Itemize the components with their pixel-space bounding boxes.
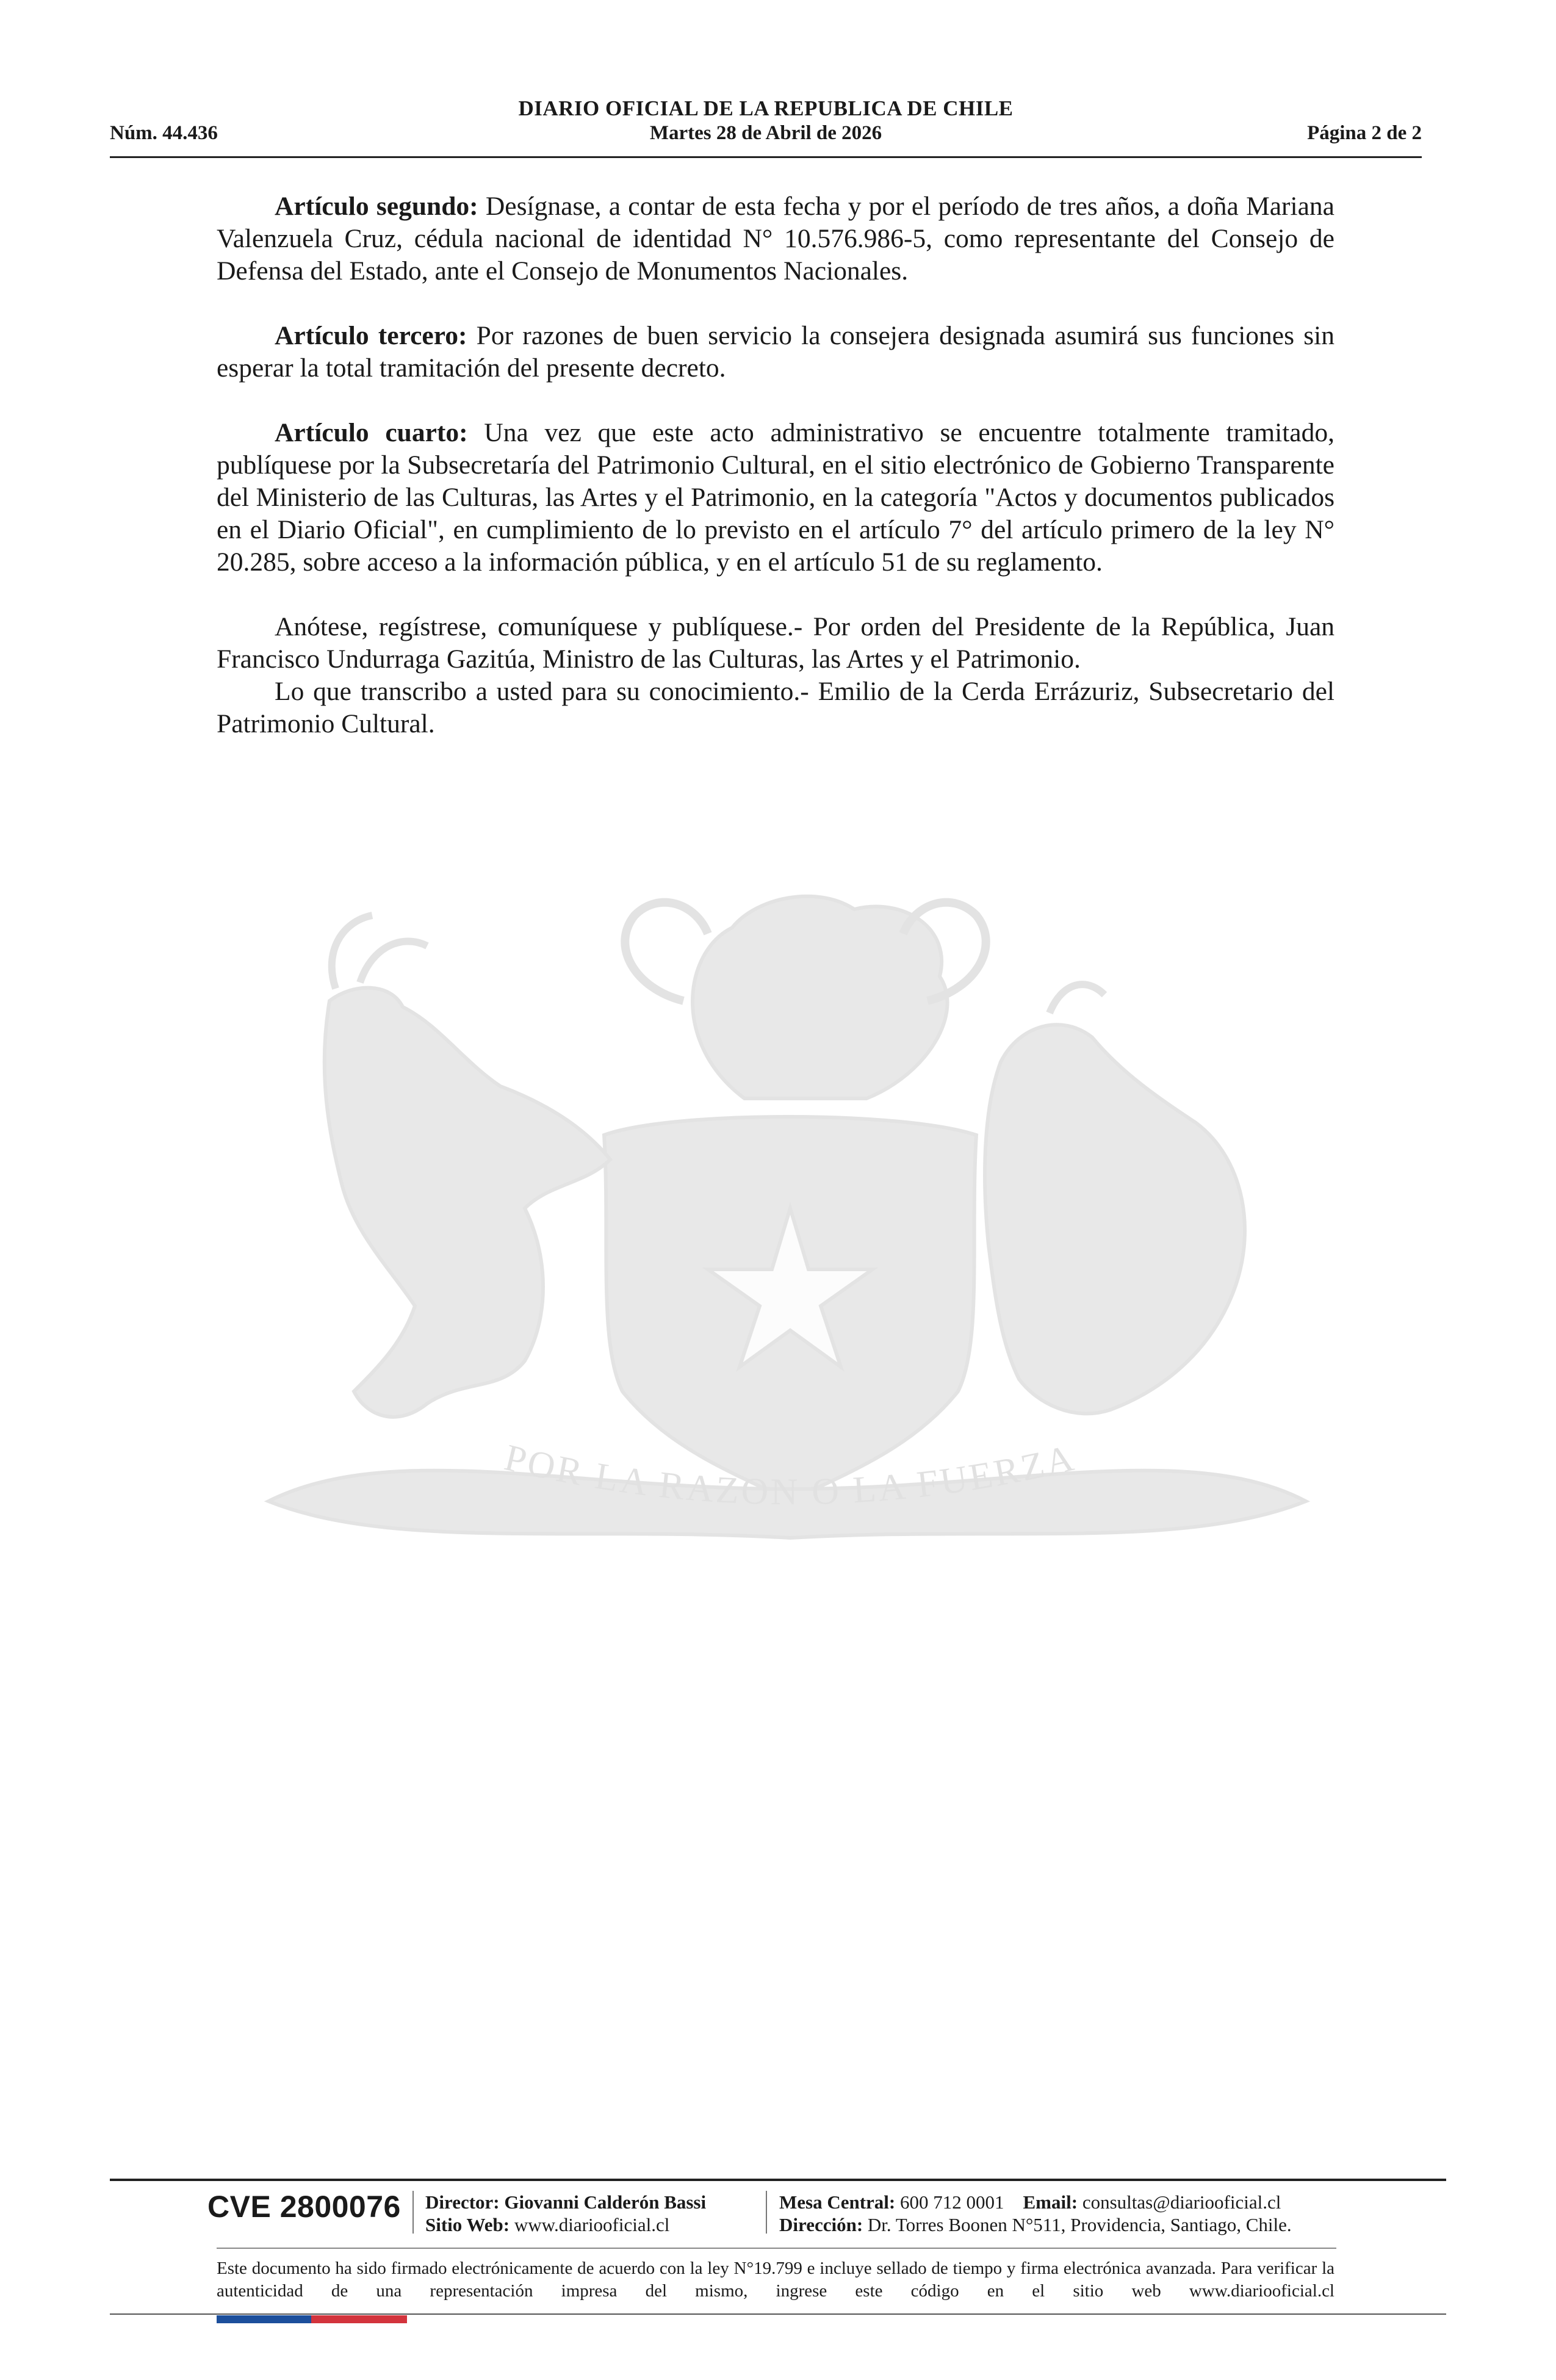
article-fourth-heading: Artículo cuarto: (275, 418, 468, 447)
phone-label: Mesa Central: (779, 2191, 896, 2213)
article-third-heading: Artículo tercero: (275, 321, 467, 350)
closing-order: Anótese, regístrese, comuníquese y publíquese.- Por orden del Presidente de la República, Juan Francisco Undurraga Gazitúa, Ministro de las Culturas, las Artes y el Patrimonio. (217, 612, 1334, 674)
page-header (110, 92, 1422, 156)
newspaper-title: DIARIO OFICIAL DE LA REPUBLICA DE CHILE (518, 96, 1014, 120)
phone-value: 600 712 0001 (900, 2191, 1004, 2213)
flag-stripe-red (311, 2315, 407, 2323)
director-name: Giovanni Calderón Bassi (504, 2191, 707, 2213)
issue-number: Núm. 44.436 (110, 122, 218, 144)
email-label: Email: (1023, 2191, 1078, 2213)
address-line (779, 2213, 1292, 2236)
phone-email-line (779, 2191, 1292, 2213)
footer-divider-bottom (110, 2313, 1446, 2315)
footer-separator (766, 2191, 767, 2234)
footer-contact-left (425, 2191, 706, 2236)
website-link[interactable]: www.diariooficial.cl (514, 2214, 670, 2235)
closing-transcription: Lo que transcribo a usted para su conocimiento.- Emilio de la Cerda Errázuriz, Subsecretario del Patrimonio Cultural. (217, 677, 1334, 738)
footer-contact-right (779, 2191, 1292, 2236)
page-indicator: Página 2 de 2 (1307, 122, 1422, 144)
article-second-heading: Artículo segundo: (275, 192, 478, 221)
address-value: Dr. Torres Boonen N°511, Providencia, Santiago, Chile. (867, 2214, 1292, 2235)
document-body (217, 190, 1334, 740)
website-line (425, 2213, 706, 2236)
director-label: Director: (425, 2191, 500, 2213)
website-label: Sitio Web: (425, 2214, 510, 2235)
issue-date: Martes 28 de Abril de 2026 (649, 122, 882, 144)
footer-separator (412, 2191, 414, 2234)
cve-code: CVE 2800076 (207, 2190, 401, 2224)
footer-divider-top (110, 2179, 1446, 2181)
motto-text: POR LA RAZON O LA FUERZA (500, 1437, 1080, 1513)
article-fourth (217, 417, 1334, 579)
header-divider (110, 156, 1422, 158)
email-link[interactable]: consultas@diariooficial.cl (1082, 2191, 1281, 2213)
signature-notice: Este documento ha sido firmado electrónicamente de acuerdo con la ley N°19.799 e incluye sellado de tiempo y firma electrónica avanzada. Para verificar la autenticidad de una representación impresa del mismo, ingrese este código en el sitio web www.diariooficial.cl (217, 2259, 1334, 2301)
article-third-text: Por razones de buen servicio la consejera designada asumirá sus funciones sin esperar la total tramitación del presente decreto. (217, 321, 1334, 383)
director-line (425, 2191, 706, 2213)
article-third (217, 320, 1334, 384)
article-fourth-text: Una vez que este acto administrativo se encuentre totalmente tramitado, publíquese por la Subsecretaría del Patrimonio Cultural, en el sitio electrónico de Gobierno Transparente del Ministerio de las Culturas, las Artes y el Patrimonio, en la categoría "Actos y documentos publicados en el Diario Oficial", en cumplimiento de lo previsto en el artículo 7° del artículo primero de la ley N° 20.285, sobre acceso a la información pública, y en el artículo 51 de su reglamento. (217, 418, 1334, 577)
article-second (217, 190, 1334, 287)
article-second-text: Desígnase, a contar de esta fecha y por el período de tres años, a doña Mariana Valenzuela Cruz, cédula nacional de identidad N° 10.576.986-5, como representante del Consejo de Defensa del Estado, ante el Consejo de Monumentos Nacionales. (217, 192, 1334, 286)
flag-stripe-blue (217, 2315, 311, 2323)
footer-divider-thin (217, 2248, 1336, 2249)
address-label: Dirección: (779, 2214, 863, 2235)
coat-of-arms-watermark (207, 842, 1355, 1672)
